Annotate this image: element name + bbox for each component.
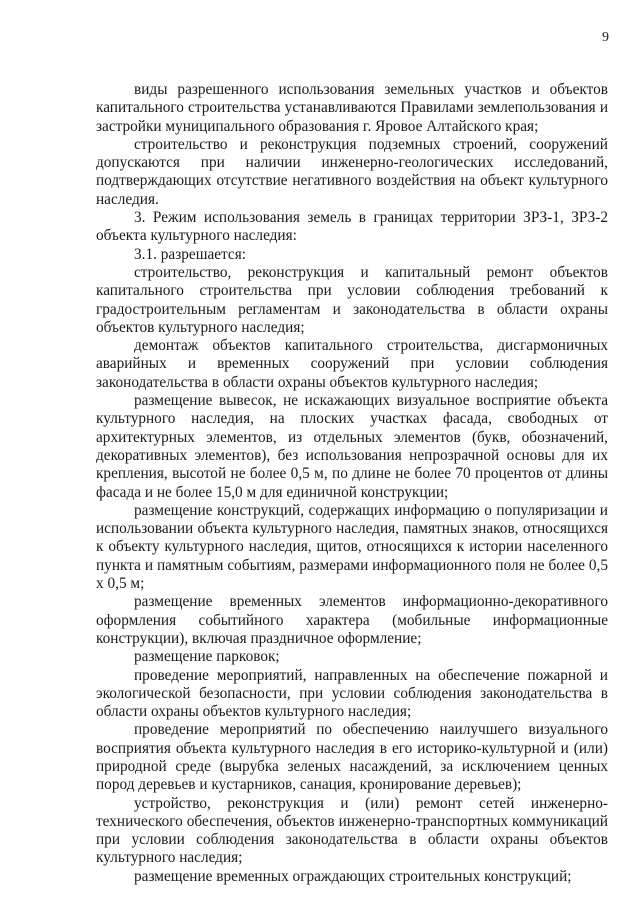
list-item: проведение мероприятий по обеспечению наилучшего визуального восприятия объекта культурного наследия в его историко-культурной и (или) природной среде (вырубка зеленых насаждений, за исключением ценных пород деревьев и кустарников, санация, кронирование деревьев); xyxy=(96,721,608,794)
section-heading: 3. Режим использования земель в границах территории ЗРЗ-1, ЗРЗ-2 объекта культурного наследия: xyxy=(96,209,608,245)
subsection-heading: 3.1. разрешается: xyxy=(134,245,246,263)
list-item: размещение временных элементов информационно-декоративного оформления событийного характера (мобильные информационные конструкции), включая праздничное оформление; xyxy=(96,593,608,647)
page-number: 9 xyxy=(602,30,609,45)
list-item: размещение вывесок, не искажающих визуальное восприятие объекта культурного наследия, на плоских участках фасада, свободных от архитектурных элементов, из отдельных элементов (букв, обозначений, декоративных элементов), без использования непрозрачной основы для их крепления, высотой не более 0,5 м, по длине не более 70 процентов от длины фасада и не более 15,0 м для единичной конструкции; xyxy=(96,392,608,501)
list-item: размещение парковок; xyxy=(134,648,280,666)
list-item: проведение мероприятий, направленных на обеспечение пожарной и экологической безопасности, при условии соблюдения законодательства в области охраны объектов культурного наследия; xyxy=(96,666,608,721)
list-item: размещение конструкций, содержащих информацию о популяризации и использовании объекта культурного наследия, памятных знаков, относящихся к объекту культурного наследия, щитов, относящихся к истории населенного пункта и памятным событиям, размерами информационного поля не более 0,5 х 0,5 м; xyxy=(96,501,608,593)
list-item: размещение временных ограждающих строительных конструкций; xyxy=(134,867,572,885)
document-body xyxy=(96,81,608,886)
list-item: демонтаж объектов капитального строительства, дисгармоничных аварийных и временных сооружений при условии соблюдения законодательства в области охраны объектов культурного наследия; xyxy=(96,337,608,391)
paragraph: строительство и реконструкция подземных строений, сооружений допускаются при наличии инженерно-геологических исследований, подтверждающих отсутствие негативного воздействия на объект культурного наследия. xyxy=(96,135,608,208)
paragraph: виды разрешенного использования земельных участков и объектов капитального строительства устанавливаются Правилами землепользования и застройки муниципального образования г. Яровое Алтайского края; xyxy=(96,81,608,135)
list-item: устройство, реконструкция и (или) ремонт сетей инженерно-технического обеспечения, объектов инженерно-транспортных коммуникаций при условии соблюдения законодательства в области охраны объектов культурного наследия; xyxy=(96,794,608,867)
list-item: строительство, реконструкция и капитальный ремонт объектов капитального строительства при условии соблюдения требований к градостроительным регламентам и законодательства в области охраны объектов культурного наследия; xyxy=(96,263,608,336)
